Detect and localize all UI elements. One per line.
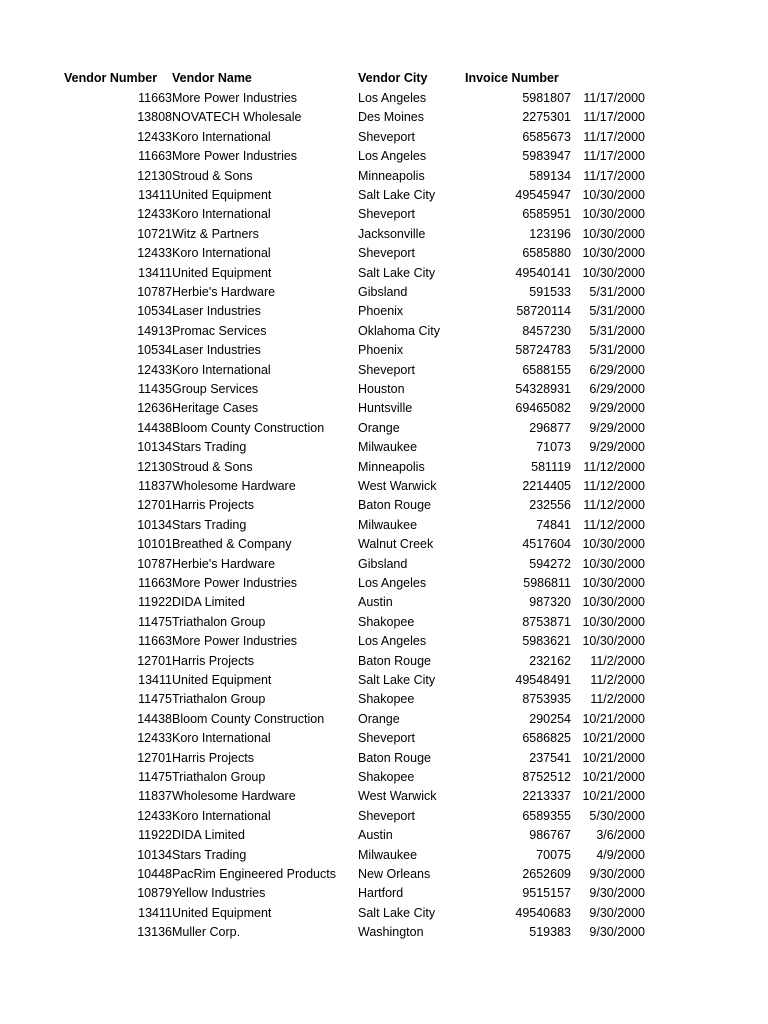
vendor-city-cell: Des Moines [358, 110, 424, 125]
invoice-date-cell: 5/31/2000 [589, 343, 645, 358]
header-vendor-name: Vendor Name [172, 71, 252, 85]
invoice-date-cell: 10/30/2000 [582, 634, 645, 649]
vendor-number-cell: 11663 [138, 91, 172, 105]
vendor-name-cell: Witz & Partners [172, 226, 259, 241]
invoice-date-cell: 9/30/2000 [589, 905, 645, 920]
vendor-number-cell: 11663 [138, 576, 172, 590]
table-row [0, 904, 768, 923]
vendor-city-cell: Gibsland [358, 556, 408, 571]
invoice-date-cell: 10/30/2000 [582, 188, 645, 202]
table-row [0, 108, 768, 127]
invoice-date-cell: 4/9/2000 [596, 847, 645, 862]
invoice-date-cell: 5/31/2000 [589, 323, 645, 338]
invoice-date-cell: 11/2/2000 [590, 673, 645, 687]
invoice-date-cell: 10/21/2000 [582, 731, 645, 746]
vendor-number-cell: 12130 [137, 459, 172, 474]
table-row [0, 923, 768, 942]
vendor-name-cell: Triathalon Group [172, 614, 266, 629]
vendor-name-cell: Stroud & Sons [172, 459, 253, 474]
invoice-number-cell: 74841 [536, 517, 571, 532]
invoice-number-cell: 69465082 [515, 401, 571, 416]
vendor-city-cell: Sheveport [358, 129, 415, 144]
invoice-date-cell: 5/30/2000 [589, 808, 645, 823]
vendor-city-cell: Washington [358, 925, 424, 940]
invoice-number-cell: 232162 [529, 653, 571, 668]
vendor-name-cell: Triathalon Group [172, 692, 266, 707]
vendor-name-cell: United Equipment [172, 265, 272, 280]
invoice-number-cell: 49540683 [515, 905, 571, 920]
vendor-city-cell: West Warwick [358, 479, 437, 493]
vendor-name-cell: Herbie's Hardware [172, 285, 276, 299]
invoice-number-cell: 8752512 [522, 770, 571, 784]
table-row [0, 749, 768, 768]
vendor-name-cell: Harris Projects [172, 653, 254, 668]
invoice-date-cell: 5/31/2000 [589, 304, 645, 319]
vendor-number-cell: 11475 [138, 692, 172, 707]
vendor-city-cell: Baton Rouge [358, 750, 431, 765]
invoice-number-cell: 6585673 [522, 129, 571, 144]
table-row [0, 458, 768, 477]
table-row [0, 729, 768, 748]
invoice-date-cell: 11/17/2000 [583, 91, 645, 105]
vendor-city-cell: Jacksonville [358, 226, 426, 241]
vendor-city-cell: New Orleans [358, 867, 431, 881]
vendor-number-cell: 12433 [137, 808, 172, 823]
vendor-city-cell: Minneapolis [358, 168, 425, 183]
table-row [0, 826, 768, 845]
vendor-number-cell: 12433 [137, 129, 172, 144]
vendor-city-cell: Los Angeles [358, 91, 427, 105]
invoice-number-cell: 6586825 [522, 731, 571, 746]
invoice-date-cell: 11/17/2000 [583, 129, 645, 144]
vendor-city-cell: Phoenix [358, 304, 404, 319]
vendor-number-cell: 10879 [137, 886, 172, 901]
vendor-number-cell: 12433 [137, 362, 172, 377]
table-row [0, 555, 768, 574]
invoice-date-cell: 6/29/2000 [589, 362, 645, 377]
vendor-number-cell: 13411 [138, 188, 172, 202]
vendor-name-cell: Stars Trading [172, 440, 247, 455]
table-row [0, 264, 768, 283]
vendor-name-cell: Laser Industries [172, 343, 261, 358]
vendor-city-cell: Orange [358, 711, 400, 726]
vendor-city-cell: Sheveport [358, 731, 415, 746]
vendor-city-cell: Milwaukee [358, 847, 418, 862]
invoice-number-cell: 2652609 [522, 867, 571, 881]
vendor-city-cell: Hartford [358, 886, 404, 901]
vendor-number-cell: 11663 [138, 634, 172, 649]
invoice-date-cell: 11/17/2000 [583, 149, 645, 164]
vendor-number-cell: 14438 [137, 711, 172, 726]
vendor-number-cell: 14438 [137, 420, 172, 435]
invoice-date-cell: 11/2/2000 [590, 653, 645, 668]
table-row [0, 283, 768, 302]
vendor-name-cell: More Power Industries [172, 634, 298, 649]
invoice-date-cell: 10/21/2000 [582, 789, 645, 804]
vendor-city-cell: Los Angeles [358, 149, 427, 164]
invoice-number-cell: 581119 [531, 459, 571, 474]
table-row [0, 438, 768, 457]
vendor-number-cell: 14913 [137, 323, 172, 338]
vendor-name-cell: More Power Industries [172, 576, 298, 590]
table-row [0, 205, 768, 224]
vendor-city-cell: Houston [358, 382, 405, 396]
vendor-name-cell: DIDA Limited [172, 595, 245, 610]
invoice-date-cell: 11/2/2000 [590, 692, 645, 707]
vendor-city-cell: Salt Lake City [358, 265, 436, 280]
vendor-number-cell: 10134 [137, 517, 172, 532]
vendor-city-cell: Austin [358, 595, 393, 610]
invoice-date-cell: 11/17/2000 [583, 168, 645, 183]
vendor-city-cell: Baton Rouge [358, 653, 431, 668]
vendor-name-cell: Wholesome Hardware [172, 479, 296, 493]
vendor-name-cell: Harris Projects [172, 498, 254, 513]
table-row [0, 593, 768, 612]
invoice-number-cell: 123196 [529, 226, 571, 241]
invoice-date-cell: 9/29/2000 [589, 440, 645, 455]
table-row [0, 380, 768, 399]
table-row [0, 768, 768, 787]
vendor-number-cell: 12701 [137, 750, 172, 765]
vendor-number-cell: 11922 [138, 828, 172, 843]
vendor-city-cell: Shakopee [358, 614, 415, 629]
table-row [0, 186, 768, 205]
vendor-number-cell: 11837 [138, 479, 172, 493]
invoice-number-cell: 290254 [529, 711, 571, 726]
vendor-number-cell: 10721 [137, 226, 172, 241]
vendor-number-cell: 10134 [137, 440, 172, 455]
invoice-date-cell: 9/30/2000 [589, 886, 645, 901]
vendor-name-cell: Stroud & Sons [172, 168, 253, 183]
vendor-city-cell: Baton Rouge [358, 498, 431, 513]
invoice-date-cell: 10/30/2000 [582, 556, 645, 571]
vendor-city-cell: Phoenix [358, 343, 404, 358]
vendor-name-cell: Koro International [172, 808, 271, 823]
table-row [0, 419, 768, 438]
invoice-date-cell: 10/30/2000 [582, 246, 645, 261]
vendor-number-cell: 10534 [137, 343, 172, 358]
table-row [0, 807, 768, 826]
invoice-number-cell: 6585880 [522, 246, 571, 261]
vendor-name-cell: Herbie's Hardware [172, 556, 276, 571]
vendor-number-cell: 11663 [138, 149, 172, 164]
vendor-city-cell: Sheveport [358, 207, 415, 222]
table-row [0, 322, 768, 341]
table-row [0, 535, 768, 554]
vendor-number-cell: 10534 [137, 304, 172, 319]
invoice-date-cell: 10/21/2000 [582, 750, 645, 765]
invoice-date-cell: 11/12/2000 [583, 459, 645, 474]
invoice-number-cell: 49540141 [515, 265, 571, 280]
vendor-city-cell: Shakopee [358, 770, 415, 784]
table-row [0, 167, 768, 186]
invoice-date-cell: 10/30/2000 [582, 265, 645, 280]
vendor-name-cell: United Equipment [172, 905, 272, 920]
header-row [0, 69, 768, 88]
vendor-number-cell: 11475 [138, 614, 172, 629]
invoice-number-cell: 49545947 [515, 188, 571, 202]
invoice-date-cell: 10/30/2000 [582, 595, 645, 610]
table-row [0, 361, 768, 380]
vendor-name-cell: More Power Industries [172, 91, 298, 105]
vendor-number-cell: 12701 [137, 498, 172, 513]
table-row [0, 632, 768, 651]
invoice-number-cell: 594272 [529, 556, 571, 571]
vendor-city-cell: Orange [358, 420, 400, 435]
invoice-number-cell: 8457230 [522, 323, 571, 338]
invoice-number-cell: 70075 [536, 847, 571, 862]
vendor-name-cell: Breathed & Company [172, 537, 292, 552]
vendor-name-cell: Laser Industries [172, 304, 261, 319]
vendor-number-cell: 11922 [138, 595, 172, 610]
vendor-name-cell: Koro International [172, 207, 271, 222]
vendor-number-cell: 11837 [138, 789, 172, 804]
vendor-city-cell: Oklahoma City [358, 323, 440, 338]
invoice-number-cell: 58720114 [516, 304, 571, 319]
vendor-city-cell: Austin [358, 828, 393, 843]
invoice-number-cell: 987320 [529, 595, 571, 610]
invoice-date-cell: 10/21/2000 [582, 770, 645, 784]
header-vendor-city: Vendor City [358, 71, 428, 85]
invoice-date-cell: 10/30/2000 [582, 207, 645, 222]
invoice-date-cell: 3/6/2000 [596, 828, 645, 843]
table-row [0, 244, 768, 263]
vendor-city-cell: Sheveport [358, 362, 415, 377]
invoice-number-cell: 6588155 [522, 362, 571, 377]
vendor-city-cell: West Warwick [358, 789, 437, 804]
invoice-number-cell: 2214405 [522, 479, 571, 493]
vendor-number-cell: 11475 [138, 770, 172, 784]
invoice-number-cell: 986767 [529, 828, 571, 843]
invoice-number-cell: 2275301 [522, 110, 571, 125]
vendor-name-cell: Muller Corp. [172, 925, 241, 940]
table-row [0, 865, 768, 884]
invoice-number-cell: 232556 [529, 498, 571, 513]
table-row [0, 399, 768, 418]
table-row [0, 128, 768, 147]
table-row [0, 652, 768, 671]
invoice-number-cell: 5983621 [522, 634, 571, 649]
vendor-name-cell: NOVATECH Wholesale [172, 110, 302, 125]
table-row [0, 690, 768, 709]
table-row [0, 147, 768, 166]
vendor-name-cell: Wholesome Hardware [172, 789, 296, 804]
vendor-name-cell: United Equipment [172, 188, 272, 202]
vendor-number-cell: 11435 [138, 382, 172, 396]
vendor-city-cell: Sheveport [358, 808, 415, 823]
vendor-number-cell: 13808 [137, 110, 172, 125]
invoice-date-cell: 9/29/2000 [589, 420, 645, 435]
vendor-city-cell: Salt Lake City [358, 188, 436, 202]
vendor-city-cell: Salt Lake City [358, 905, 436, 920]
vendor-number-cell: 12636 [137, 401, 172, 416]
invoice-number-cell: 54328931 [515, 382, 571, 396]
vendor-number-cell: 10134 [137, 847, 172, 862]
vendor-city-cell: Milwaukee [358, 517, 418, 532]
vendor-city-cell: Sheveport [358, 246, 415, 261]
invoice-date-cell: 6/29/2000 [589, 382, 645, 396]
vendor-city-cell: Milwaukee [358, 440, 418, 455]
vendor-number-cell: 10101 [137, 537, 172, 552]
table-row [0, 477, 768, 496]
table-row [0, 516, 768, 535]
invoice-date-cell: 9/30/2000 [589, 925, 645, 940]
table-row [0, 671, 768, 690]
invoice-date-cell: 11/17/2000 [583, 110, 645, 125]
table-row [0, 613, 768, 632]
invoice-number-cell: 4517604 [522, 537, 571, 552]
invoice-number-cell: 5981807 [522, 91, 571, 105]
vendor-number-cell: 12433 [137, 731, 172, 746]
table-row [0, 302, 768, 321]
invoice-number-cell: 6585951 [522, 207, 571, 222]
table-row [0, 846, 768, 865]
invoice-date-cell: 11/12/2000 [583, 479, 645, 493]
vendor-city-cell: Huntsville [358, 401, 413, 416]
invoice-number-cell: 6589355 [522, 808, 571, 823]
table-row [0, 787, 768, 806]
vendor-name-cell: Yellow Industries [172, 886, 266, 901]
vendor-number-cell: 12701 [137, 653, 172, 668]
vendor-name-cell: Triathalon Group [172, 770, 266, 784]
vendor-number-cell: 13411 [138, 265, 172, 280]
table-row [0, 710, 768, 729]
table-row [0, 496, 768, 515]
vendor-name-cell: Stars Trading [172, 847, 247, 862]
invoice-number-cell: 49548491 [515, 673, 571, 687]
vendor-number-cell: 12433 [137, 207, 172, 222]
invoice-number-cell: 2213337 [522, 789, 571, 804]
vendor-name-cell: Koro International [172, 731, 271, 746]
vendor-name-cell: Promac Services [172, 323, 267, 338]
vendor-name-cell: United Equipment [172, 673, 272, 687]
invoice-date-cell: 10/21/2000 [582, 711, 645, 726]
invoice-number-cell: 58724783 [515, 343, 571, 358]
vendor-city-cell: Los Angeles [358, 634, 427, 649]
invoice-number-cell: 519383 [529, 925, 571, 940]
vendor-city-cell: Los Angeles [358, 576, 427, 590]
vendor-number-cell: 10787 [137, 285, 172, 299]
vendor-name-cell: More Power Industries [172, 149, 298, 164]
table-row [0, 884, 768, 903]
vendor-name-cell: Stars Trading [172, 517, 247, 532]
vendor-city-cell: Shakopee [358, 692, 415, 707]
invoice-number-cell: 9515157 [522, 886, 571, 901]
invoice-date-cell: 10/30/2000 [582, 226, 645, 241]
vendor-number-cell: 10787 [137, 556, 172, 571]
invoice-date-cell: 10/30/2000 [582, 537, 645, 552]
invoice-number-cell: 296877 [529, 420, 571, 435]
table-row [0, 225, 768, 244]
invoice-number-cell: 71073 [536, 440, 571, 455]
vendor-name-cell: Koro International [172, 129, 271, 144]
invoice-date-cell: 5/31/2000 [589, 285, 645, 299]
invoice-number-cell: 5986811 [523, 576, 571, 590]
invoice-number-cell: 8753871 [522, 614, 571, 629]
table-row [0, 574, 768, 593]
vendor-name-cell: Koro International [172, 362, 271, 377]
vendor-number-cell: 13136 [137, 925, 172, 940]
vendor-number-cell: 13411 [138, 905, 172, 920]
vendor-name-cell: Koro International [172, 246, 271, 261]
invoice-number-cell: 237541 [529, 750, 571, 765]
invoice-number-cell: 589134 [529, 168, 571, 183]
vendor-city-cell: Minneapolis [358, 459, 425, 474]
invoice-date-cell: 9/29/2000 [589, 401, 645, 416]
vendor-name-cell: Bloom County Construction [172, 711, 325, 726]
vendor-name-cell: Harris Projects [172, 750, 254, 765]
invoice-date-cell: 11/12/2000 [583, 517, 645, 532]
vendor-city-cell: Walnut Creek [358, 537, 434, 552]
header-vendor-number: Vendor Number [64, 71, 158, 85]
invoice-date-cell: 11/12/2000 [583, 498, 645, 513]
invoice-number-cell: 591533 [529, 285, 571, 299]
invoice-date-cell: 10/30/2000 [582, 576, 645, 590]
vendor-city-cell: Salt Lake City [358, 673, 436, 687]
vendor-name-cell: Bloom County Construction [172, 420, 325, 435]
invoice-date-cell: 9/30/2000 [589, 867, 645, 881]
vendor-number-cell: 12130 [137, 168, 172, 183]
vendor-name-cell: Group Services [172, 382, 259, 396]
vendor-name-cell: Heritage Cases [172, 401, 259, 416]
vendor-name-cell: DIDA Limited [172, 828, 245, 843]
header-invoice-number: Invoice Number [465, 71, 559, 85]
invoice-number-cell: 5983947 [522, 149, 571, 164]
vendor-city-cell: Gibsland [358, 285, 408, 299]
invoice-number-cell: 8753935 [522, 692, 571, 707]
vendor-number-cell: 13411 [138, 673, 172, 687]
vendor-number-cell: 12433 [137, 246, 172, 261]
table-row [0, 89, 768, 108]
vendor-number-cell: 10448 [137, 867, 172, 881]
invoice-date-cell: 10/30/2000 [582, 614, 645, 629]
vendor-name-cell: PacRim Engineered Products [172, 867, 336, 881]
table-row [0, 341, 768, 360]
